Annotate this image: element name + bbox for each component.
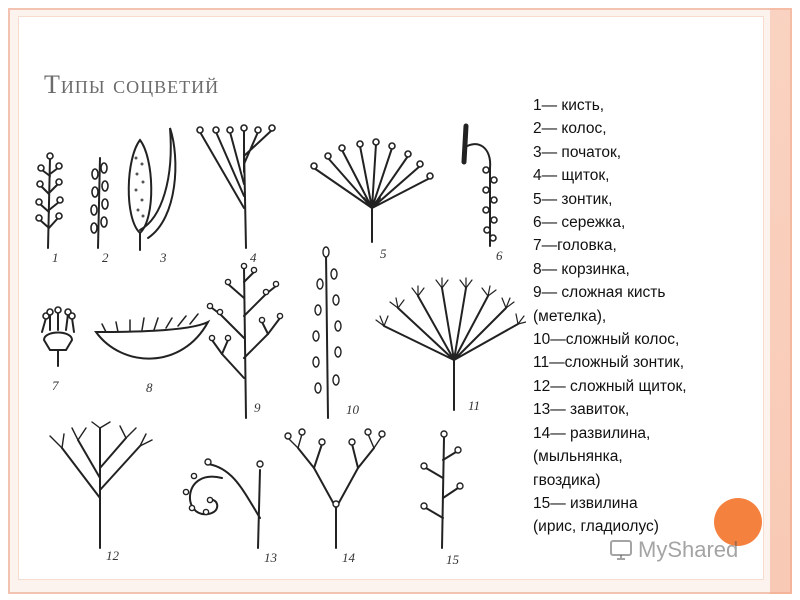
- legend-item: 9— сложная кисть: [533, 284, 666, 302]
- spadix-drawing: [129, 128, 176, 250]
- legend-item: 7—головка,: [533, 237, 617, 255]
- legend-item: (мыльнянка,: [533, 448, 623, 466]
- compound-umbel-drawing: [376, 278, 526, 410]
- figure-number: 12: [106, 548, 119, 563]
- legend-item: 1— кисть,: [533, 97, 605, 114]
- figure-number: 3: [160, 250, 167, 265]
- figure-number: 10: [346, 402, 359, 417]
- figure-number: 6: [496, 248, 503, 263]
- decorative-strip: [770, 8, 792, 594]
- legend-item: (метелка),: [533, 307, 607, 325]
- figure-number: 1: [52, 250, 59, 265]
- figure-number: 9: [254, 400, 261, 415]
- spike-drawing: [91, 158, 108, 248]
- figure-number: 11: [468, 398, 481, 413]
- watermark-text: MyShared: [638, 537, 739, 562]
- legend-item: 11—сложный зонтик,: [533, 354, 684, 372]
- slide-title: Типы соцветий: [44, 70, 220, 99]
- catkin-drawing: [464, 126, 497, 246]
- legend-item: 6— сережка,: [533, 214, 626, 232]
- bostryx-drawing: [421, 431, 463, 548]
- legend-item: 8— корзинка,: [533, 260, 630, 278]
- compound-corymb-drawing: [50, 422, 152, 548]
- legend-item: 5— зонтик,: [533, 190, 613, 208]
- figure-number: 15: [446, 552, 459, 567]
- legend-list: [533, 94, 763, 539]
- figure-number: 7: [52, 378, 59, 393]
- basket-drawing: [96, 314, 208, 359]
- corymb-drawing: [197, 125, 275, 248]
- figure-number: 14: [342, 550, 355, 565]
- umbel-drawing: [311, 139, 433, 242]
- legend-item: (ирис, гладиолус): [533, 518, 659, 536]
- legend-item: 3— початок,: [533, 143, 622, 161]
- head-drawing: [42, 307, 75, 366]
- figure-number: 13: [264, 550, 277, 565]
- legend-item: 10—сложный колос,: [533, 331, 680, 349]
- legend-item: 4— щиток,: [533, 167, 610, 185]
- legend-item: гвоздика): [533, 471, 601, 489]
- figure-number: 2: [102, 250, 109, 265]
- figure-number: 5: [380, 246, 387, 261]
- compound-spike-drawing: [313, 247, 341, 418]
- dichasium-drawing: [285, 429, 385, 548]
- legend-item: 2— колос,: [533, 120, 607, 138]
- legend-item: 14— развилина,: [533, 424, 651, 442]
- monitor-icon: [608, 537, 634, 563]
- legend-item: 13— завиток,: [533, 401, 630, 419]
- figure-number: 4: [250, 250, 257, 265]
- inflorescence-illustration: [22, 118, 526, 580]
- figure-number: 8: [146, 380, 153, 395]
- legend-item: 12— сложный щиток,: [533, 377, 687, 395]
- raceme-drawing: [36, 153, 63, 248]
- cincinnus-drawing: [183, 459, 263, 548]
- legend-item: 15— извилина: [533, 494, 638, 512]
- watermark: [608, 537, 738, 563]
- panicle-drawing: [207, 263, 282, 418]
